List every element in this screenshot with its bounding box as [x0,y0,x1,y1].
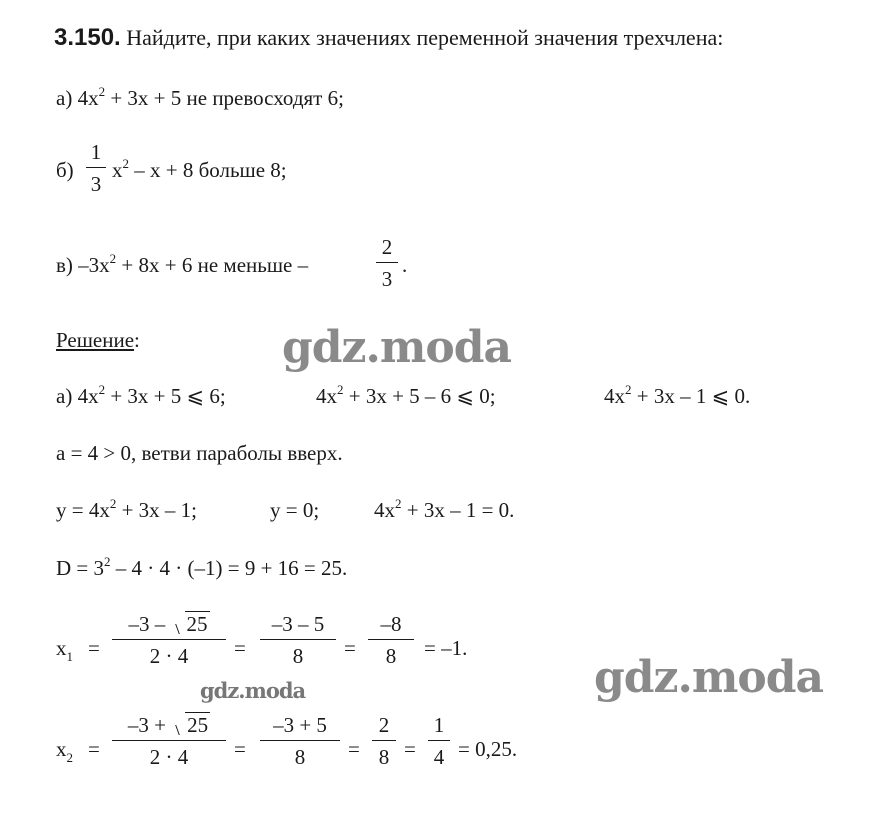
solution-line-3a: $y = 4x^2 + 3x - 1$; [56,496,198,522]
solution-line-1a: а) $4x^2 + 3x + 5$ ⩽ 6; [56,382,226,408]
item-b-expr: $x^2 - x + 8$ больше 8; [112,156,287,182]
x2-fraction-1: –3 + 25 2 · 4 [112,713,226,769]
item-b-label: б) [56,158,74,182]
watermark-logo: gdz.moda [594,652,824,703]
item-v-tail: . [402,253,408,277]
x2-eq-4: = [404,737,416,761]
x2-eq-2: = [234,737,246,761]
x1-fraction-2: –3 – 5 8 [260,612,336,668]
solution-line-4: $D = 3^2 - 4 \cdot 4 \cdot (-1) = 9 + 16 = 25$. [56,554,348,580]
x2-fraction-3: 2 8 [372,713,396,769]
x1-eq-2: = [234,636,246,660]
solution-line-3c: $4x^2 + 3x - 1 = 0$. [374,496,515,522]
x2-result: = 0,25. [458,737,518,761]
item-v-fraction: 2 3 [376,235,398,291]
x1-fraction-3: –8 8 [368,612,414,668]
x2-fraction-2: –3 + 5 8 [260,713,340,769]
x1-result: = –1. [424,636,468,660]
x1-var: $x_1$ [56,636,73,664]
x2-eq-3: = [348,737,360,761]
solution-line-1b: $4x^2 + 3x + 5 - 6$ ⩽ 0; [316,382,496,408]
x2-fraction-4: 1 4 [428,713,450,769]
x2-eq: = [88,737,100,761]
x1-eq: = [88,636,100,660]
solution-heading: Решение: [56,328,140,352]
task-number: 3.150. [54,24,121,51]
watermark-logo: gdz.moda [282,322,512,373]
watermark-logo: gdz.moda [200,678,306,703]
item-a: а) $4x^2 + 3x + 5$ не превосходят 6; [56,84,344,110]
solution-line-3b: y = 0; [270,498,320,522]
task-text: Найдите, при каких значениях переменной значения трехчлена: [126,25,724,50]
solution-line-2: a = 4 > 0, ветви параболы вверх. [56,441,343,465]
item-v-expr: в) $-3x^2 + 8x + 6$ не меньше – [56,251,309,277]
task-title [54,24,723,52]
solution-line-1c: $4x^2 + 3x - 1$ ⩽ 0. [604,382,751,408]
item-b-fraction: 1 3 [86,140,106,196]
x1-eq-3: = [344,636,356,660]
x2-var: $x_2$ [56,737,73,765]
x1-fraction-1: –3 – 25 2 · 4 [112,612,226,668]
